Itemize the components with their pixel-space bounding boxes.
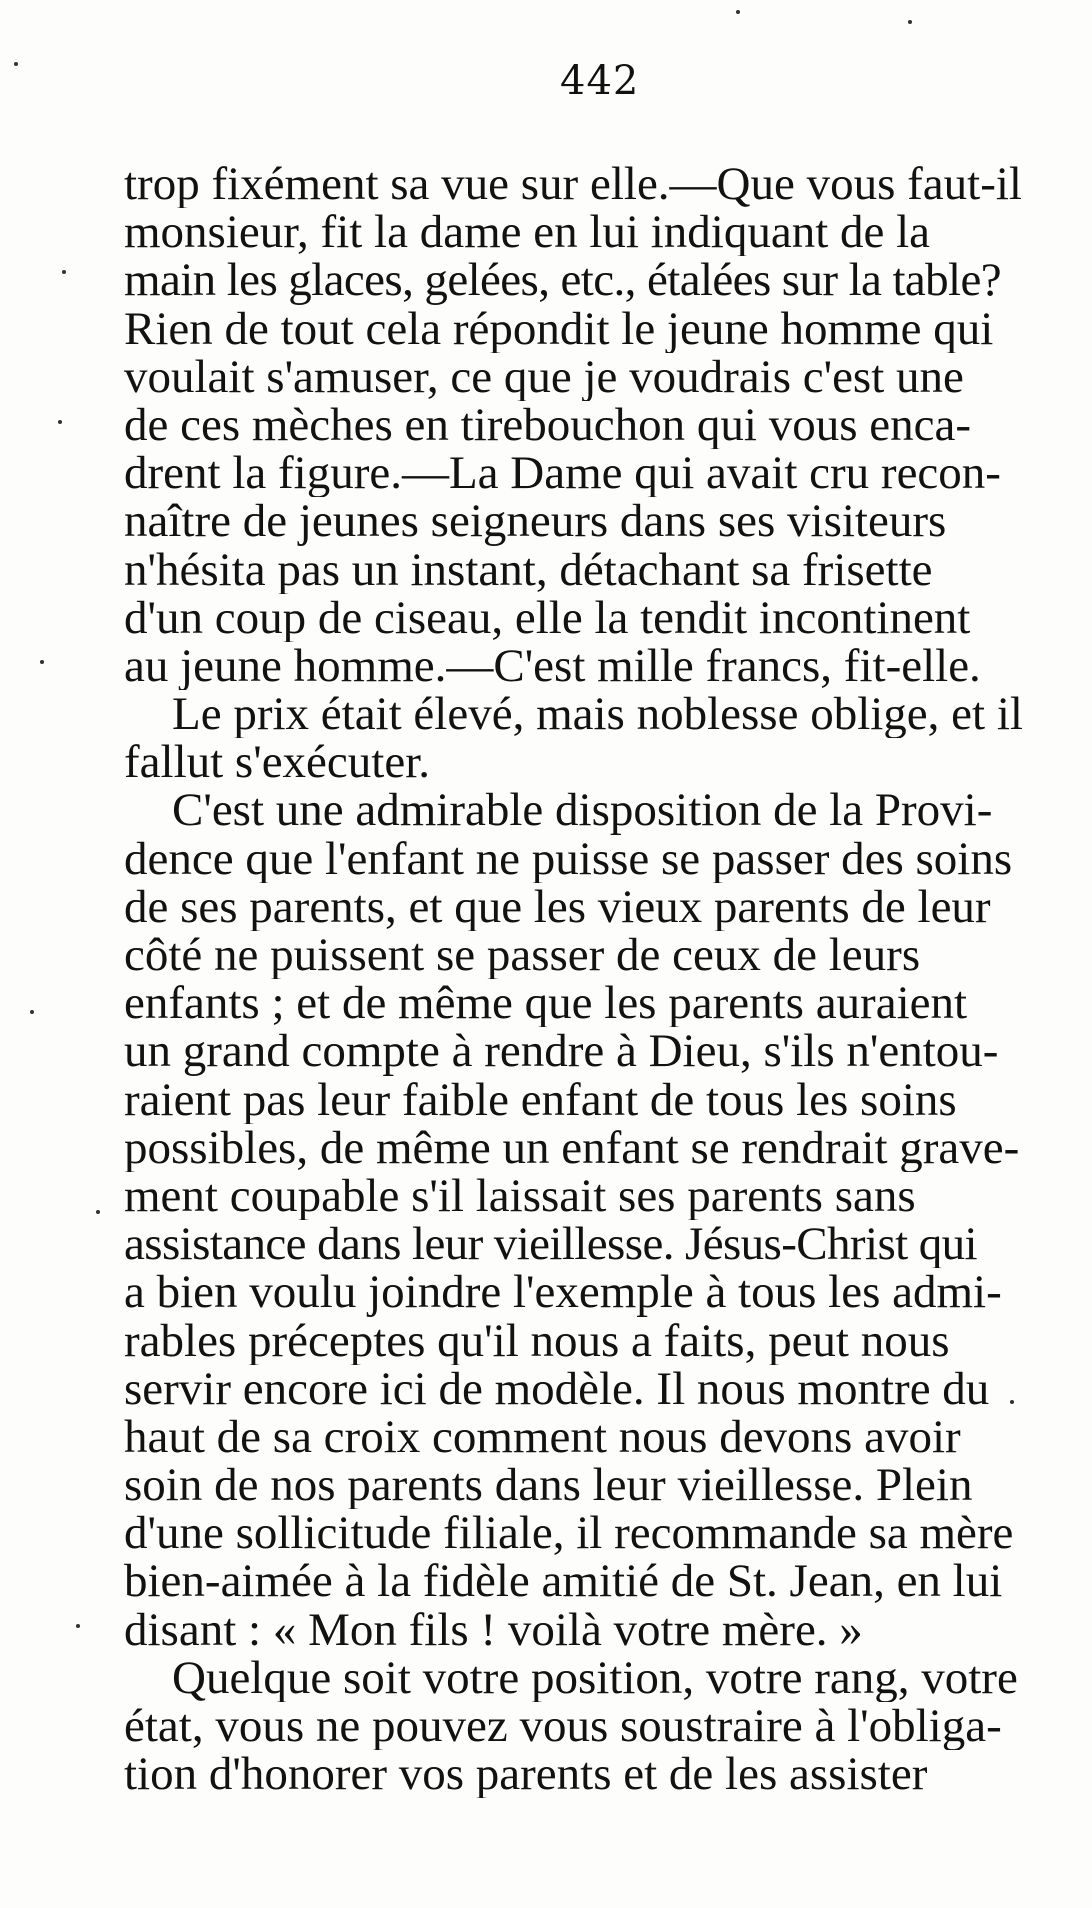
text-line: haut de sa croix comment nous devons avoir xyxy=(124,1412,961,1462)
body-text xyxy=(124,160,1084,1798)
text-line: d'une sollicitude filiale, il recommande sa mère xyxy=(124,1509,1014,1558)
scan-speck xyxy=(40,660,44,664)
page-number: 442 xyxy=(560,58,640,104)
text-line: ment coupable s'il laissait ses parents sans xyxy=(124,1171,916,1221)
scan-speck xyxy=(908,20,912,24)
text-line: enfants ; et de même que les parents auraient xyxy=(124,979,968,1028)
text-line: disant : « Mon fils ! voilà votre mère. » xyxy=(124,1605,863,1654)
text-line: trop fixément sa vue sur elle.—Que vous faut-il xyxy=(124,160,1022,209)
text-line: côté ne puissent se passer de ceux de leurs xyxy=(124,931,921,980)
text-line: Quelque soit votre position, votre rang, votre xyxy=(172,1653,1018,1702)
text-line: drent la figure.—La Dame qui avait cru recon- xyxy=(124,449,1001,498)
text-line: raient pas leur faible enfant de tous les soins xyxy=(124,1075,957,1124)
scan-speck xyxy=(14,62,18,66)
text-line: au jeune homme.—C'est mille francs, fit-elle. xyxy=(124,641,981,691)
text-line: un grand compte à rendre à Dieu, s'ils n'entou- xyxy=(124,1027,999,1076)
text-line: état, vous ne pouvez vous soustraire à l'obliga- xyxy=(124,1702,1002,1751)
text-line: servir encore ici de modèle. Il nous montre du xyxy=(124,1364,990,1413)
text-line: de ses parents, et que les vieux parents de leur xyxy=(124,882,991,931)
text-line: soin de nos parents dans leur vieillesse. Plein xyxy=(124,1461,973,1510)
text-line: bien-aimée à la fidèle amitié de St. Jean, en lui xyxy=(124,1557,1003,1606)
text-line: C'est une admirable disposition de la Provi- xyxy=(172,786,993,835)
text-line: rables préceptes qu'il nous a faits, peut nous xyxy=(124,1316,950,1365)
text-line: assistance dans leur vieillesse. Jésus-Christ qui xyxy=(124,1220,977,1269)
scan-speck xyxy=(62,270,66,274)
scan-speck xyxy=(76,1624,80,1628)
scan-speck xyxy=(30,1010,34,1014)
text-line: possibles, de même un enfant se rendrait grave- xyxy=(124,1123,1020,1172)
text-line: tion d'honorer vos parents et de les assister xyxy=(124,1750,928,1799)
scan-speck xyxy=(1010,1400,1014,1404)
text-line: a bien voulu joindre l'exemple à tous les admi- xyxy=(124,1268,1002,1317)
text-line: de ces mèches en tirebouchon qui vous enca- xyxy=(124,400,971,450)
text-line: fallut s'exécuter. xyxy=(124,738,431,787)
scan-speck xyxy=(58,420,62,424)
text-line: voulait s'amuser, ce que je voudrais c'est une xyxy=(124,352,964,401)
text-line: dence que l'enfant ne puisse se passer des soins xyxy=(124,834,1013,883)
text-line: d'un coup de ciseau, elle la tendit incontinent xyxy=(124,593,971,642)
text-line: monsieur, fit la dame en lui indiquant de la xyxy=(124,208,931,257)
text-line: Le prix était élevé, mais noblesse oblige, et il xyxy=(172,690,1023,739)
text-line: Rien de tout cela répondit le jeune homme qui xyxy=(124,304,994,353)
text-line: main les glaces, gelées, etc., étalées sur la table? xyxy=(124,256,1002,305)
text-line: n'hésita pas un instant, détachant sa frisette xyxy=(124,545,933,594)
scan-speck xyxy=(736,10,740,14)
text-line: naître de jeunes seigneurs dans ses visiteurs xyxy=(124,497,947,546)
scan-speck xyxy=(96,1210,100,1214)
